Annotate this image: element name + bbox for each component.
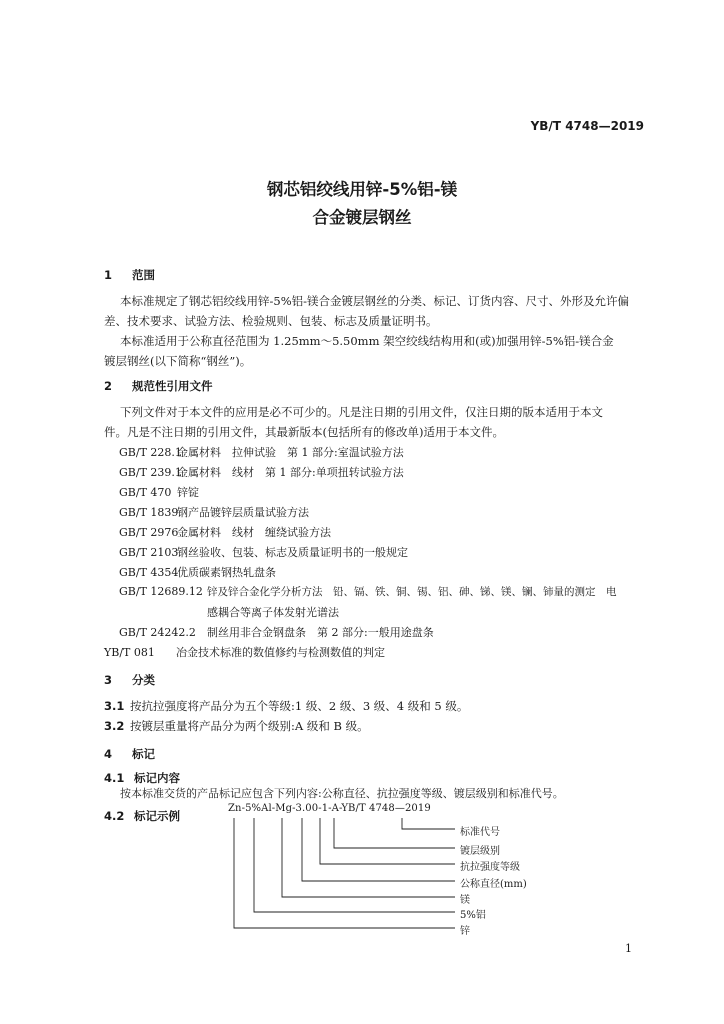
document-title-line-2: 合金镀层钢丝: [312, 208, 412, 227]
s1-p2-line-2: 镀层钢丝(以下简称“钢丝”)。: [104, 354, 252, 368]
section-2-number: 2: [104, 379, 113, 393]
label-standard-code: 标准代号: [460, 827, 500, 838]
clause-number: 3.1: [104, 699, 125, 713]
reference-code: GB/T 239.1: [119, 466, 182, 479]
reference-title: 制丝用非合金钢盘条 第 2 部分:一般用途盘条: [207, 626, 434, 639]
reference-code: YB/T 081: [104, 646, 155, 659]
clause-number: 4.2: [104, 809, 125, 823]
page-number: 1: [625, 942, 632, 955]
section-1-title: 范围: [132, 268, 155, 282]
clause-number: 3.2: [104, 719, 125, 733]
reference-title: 金属材料 线材 缠绕试验方法: [177, 526, 331, 539]
s1-p2-line-1: 本标准适用于公称直径范围为 1.25mm～5.50mm 架空绞线结构用和(或)加强用锌-5%铝-镁合金: [120, 334, 614, 348]
document-title-line-1: 钢芯铝绞线用锌-5%铝-镁: [266, 180, 458, 199]
marking-example: Zn-5%Al-Mg-3.00-1-A-YB/T 4748—2019: [228, 803, 431, 814]
section-4-title: 标记: [132, 747, 155, 761]
clause-text: 按镀层重量将产品分为两个级别:A 级和 B 级。: [130, 719, 369, 733]
reference-title: 优质碳素钢热轧盘条: [177, 566, 276, 579]
reference-code: GB/T 470: [119, 486, 172, 499]
label-strength-grade: 抗拉强度等级: [460, 862, 520, 873]
s2-p1-line-2: 件。凡是不注日期的引用文件，其最新版本(包括所有的修改单)适用于本文件。: [104, 425, 504, 439]
reference-title: 冶金技术标准的数值修约与检测数值的判定: [176, 646, 385, 659]
leader-diameter: [302, 818, 455, 881]
label-aluminum: 5%铝: [460, 910, 486, 921]
reference-code: GB/T 2976: [119, 526, 179, 539]
reference-title-continued: 感耦合等离子体发射光谱法: [207, 606, 339, 619]
s1-p1-line-1: 本标准规定了钢芯铝绞线用锌-5%铝-镁合金镀层钢丝的分类、标记、订货内容、尺寸、外形及允许偏: [120, 294, 630, 308]
label-magnesium: 镁: [460, 895, 470, 906]
standard-code: YB/T 4748—2019: [530, 119, 644, 133]
section-4-number: 4: [104, 747, 113, 761]
label-nominal-diameter: 公称直径(mm): [460, 879, 527, 890]
reference-title: 钢丝验收、包装、标志及质量证明书的一般规定: [177, 546, 408, 559]
label-coating-grade: 镀层级别: [460, 846, 500, 857]
reference-title: 金属材料 线材 第 1 部分:单项扭转试验方法: [177, 466, 404, 479]
leader-strength-grade: [320, 818, 455, 864]
clause-number: 4.1: [104, 771, 125, 785]
reference-code: GB/T 24242.2: [119, 626, 196, 639]
label-zinc: 锌: [460, 926, 470, 937]
s1-p1-line-2: 差、技术要求、试验方法、检验规则、包装、标志及质量证明书。: [104, 314, 438, 328]
reference-title: 锌锭: [177, 486, 199, 499]
leader-zinc: [234, 818, 455, 928]
leader-aluminum: [254, 818, 455, 912]
clause-title: 标记示例: [134, 809, 180, 823]
reference-code: GB/T 12689.12: [119, 585, 203, 598]
reference-code: GB/T 4354: [119, 566, 179, 579]
clause-text: 按抗拉强度将产品分为五个等级:1 级、2 级、3 级、4 级和 5 级。: [130, 699, 469, 713]
section-2-title: 规范性引用文件: [132, 379, 213, 393]
reference-title: 锌及锌合金化学分析方法 铅、镉、铁、铜、锡、铝、砷、锑、镁、镧、铈量的测定 电: [207, 586, 617, 598]
reference-code: GB/T 1839: [119, 506, 179, 519]
leader-magnesium: [282, 818, 455, 897]
section-3-number: 3: [104, 673, 113, 687]
clause-title: 标记内容: [134, 771, 180, 785]
leader-coating-grade: [334, 818, 455, 848]
reference-title: 金属材料 拉伸试验 第 1 部分:室温试验方法: [177, 446, 404, 459]
s2-p1-line-1: 下列文件对于本文件的应用是必不可少的。凡是注日期的引用文件，仅注日期的版本适用于本文: [120, 405, 603, 419]
section-1-number: 1: [104, 268, 113, 282]
reference-code: GB/T 2103: [119, 546, 179, 559]
clause-4-1-text: 按本标准交货的产品标记应包含下列内容:公称直径、抗拉强度等级、镀层级别和标准代号。: [120, 787, 564, 800]
reference-title: 钢产品镀锌层质量试验方法: [177, 506, 309, 519]
reference-code: GB/T 228.1: [119, 446, 182, 459]
section-3-title: 分类: [132, 673, 155, 687]
leader-standard-code: [402, 818, 455, 829]
